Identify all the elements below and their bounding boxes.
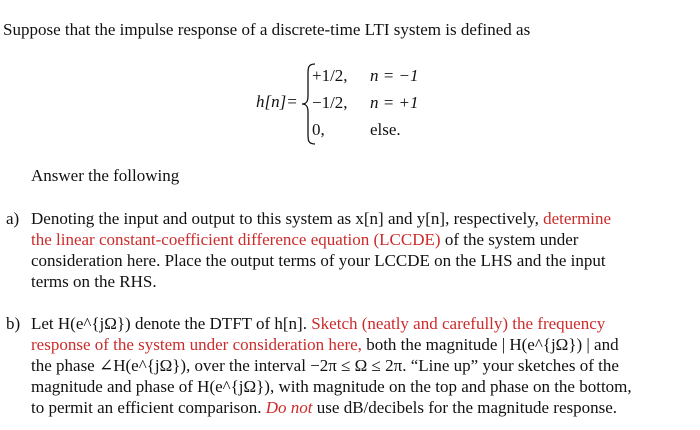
case-row-2 <box>312 93 348 113</box>
case-condition-1: n = −1 <box>370 66 419 85</box>
part-a-line-2 <box>31 230 578 250</box>
part-b-highlight-do-not: Do not <box>265 398 313 417</box>
equation-lhs-text: h[n]= <box>256 92 298 111</box>
part-a-line-3: consideration here. Place the output terms of your LCCDE on the LHS and the input <box>31 251 606 270</box>
case-row-1 <box>312 66 348 86</box>
case-condition-2: n = +1 <box>370 93 419 112</box>
case-row-3 <box>312 120 325 140</box>
part-a-line-2-text: of the system under <box>444 230 579 249</box>
case-value-3: 0, <box>312 120 325 139</box>
part-b-line-5-text: to permit an efficient comparison. <box>31 398 262 417</box>
part-a-line-1 <box>31 209 611 229</box>
part-b-line-5-tail: use dB/decibels for the magnitude response. <box>316 398 618 417</box>
part-b-line-3: the phase ∠H(e^{jΩ}), over the interval −2π ≤ Ω ≤ 2π. “Line up” your sketches of the <box>31 356 619 375</box>
part-b-line-1 <box>31 314 605 334</box>
part-a-line-1-text: Denoting the input and output to this system as x[n] and y[n], respectively, <box>31 209 539 228</box>
answer-heading: Answer the following <box>31 166 180 185</box>
part-a-highlight-determine: determine <box>543 209 612 228</box>
case-condition-3: else. <box>370 120 401 139</box>
part-b-line-1-text: Let H(e^{jΩ}) denote the DTFT of h[n]. <box>31 314 307 333</box>
part-b-line-5 <box>31 398 617 418</box>
part-a-highlight-lccde: the linear constant-coefficient difference equation (LCCDE) <box>31 230 441 249</box>
part-b-line-2-text: both the magnitude | H(e^{jΩ}) | and <box>366 335 619 354</box>
case-value-2: −1/2, <box>312 93 348 112</box>
case-value-1: +1/2, <box>312 66 348 85</box>
intro-text: Suppose that the impulse response of a discrete-time LTI system is defined as <box>3 20 531 39</box>
part-a-label: a) <box>6 209 20 228</box>
part-b-line-4: magnitude and phase of H(e^{jΩ}), with magnitude on the top and phase on the bottom, <box>31 377 632 396</box>
part-a-line-4: terms on the RHS. <box>31 272 157 291</box>
equation-lhs <box>256 92 298 112</box>
part-b-highlight-sketch: Sketch (neatly and carefully) the frequency <box>311 314 606 333</box>
part-b-label: b) <box>6 314 21 333</box>
part-b-highlight-response: response of the system under consideration here, <box>31 335 362 354</box>
part-b-line-2 <box>31 335 619 355</box>
